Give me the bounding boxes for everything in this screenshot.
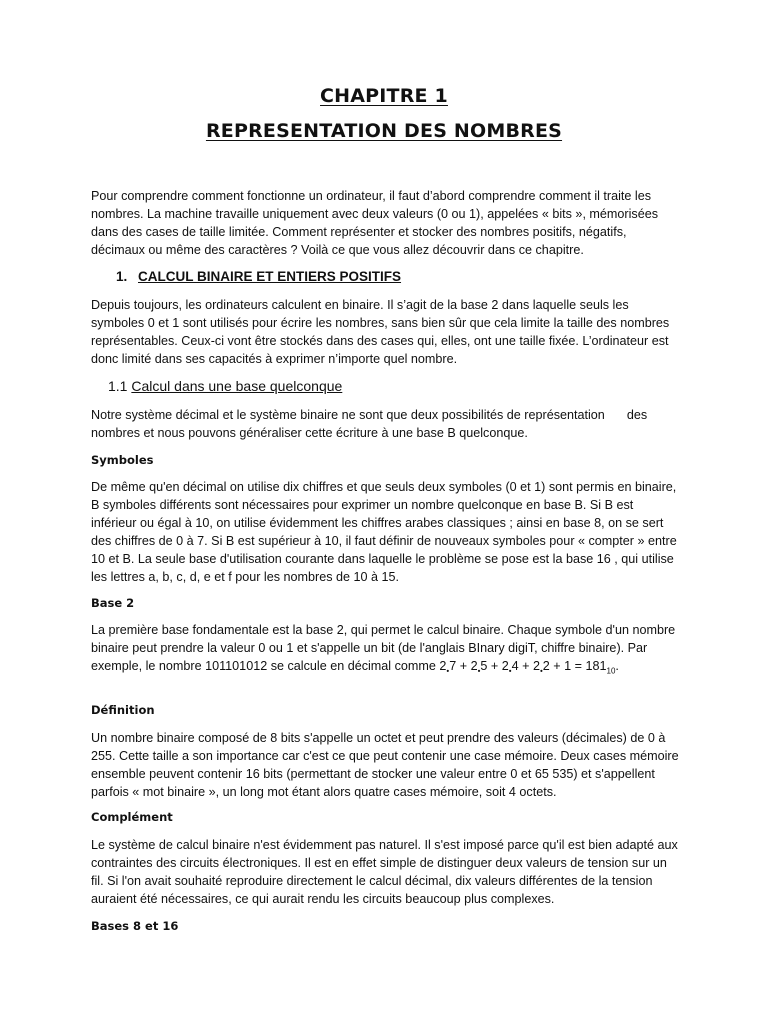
symboles-paragraph: De même qu'en décimal on utilise dix chiffres et que seuls deux symboles (0 et 1) sont permis en binaire, B symboles différents sont nécessaires pour exprimer un nombre quelconque en base B. Si B est inférieur ou égal à 10, on utilise évidemment les chiffres arabes classiques ; ainsi en base 8, on se sert des chiffres de 0 à 7. Si B est supérieur à 10, il faut définir de nouveaux symboles pour « compter » entre 10 et B. La seule base d'utilisation courante dans laquelle le problème se pose est la base 16 , qui utilise les lettres a, b, c, d, e et f pour les nombres de 10 à 15. [91, 480, 677, 584]
chapter-title: CHAPITRE 1 [320, 85, 448, 107]
base2-heading: Base 2 [91, 596, 135, 610]
bases-8-16-heading: Bases 8 et 16 [91, 919, 179, 933]
definition-heading: Définition [91, 703, 155, 717]
section-1-1-text-b: des nombres et nous pouvons généraliser cette écriture à une base B quelconque. [91, 408, 648, 440]
symboles-heading: Symboles [91, 453, 154, 467]
section-1-1-paragraph [91, 406, 679, 442]
section-1-number: 1. [116, 269, 128, 284]
section-1-1-text-a: Notre système décimal et le système binaire ne sont que deux possibilités de représentation [91, 408, 605, 422]
complement-heading: Complément [91, 810, 173, 824]
chapter-subtitle: REPRESENTATION DES NOMBRES [205, 120, 563, 142]
section-1-paragraph: Depuis toujours, les ordinateurs calculent en binaire. Il s’agit de la base 2 dans laquelle seuls les symboles 0 et 1 sont utilisés pour écrire les nombres, sans bien sûr que cela limite la taille des nombres représentables. Ceux-ci vont être stockés dans des cases qui, elles, ont une taille fixée. L’ordinateur est donc limité dans ses capacités à exprimer n’importe quel nombre. [91, 298, 670, 366]
base2-text: La première base fondamentale est la base 2, qui permet le calcul binaire. Chaque symbole d'un nombre binaire peut prendre la valeur 0 ou 1 et s'appelle un bit (de l'anglais BInary digiT, chiffre binaire). Par exemple, le nombre 101101012 se calcule en décimal comme [91, 623, 676, 673]
section-1-1-title: Calcul dans une base quelconque [131, 378, 343, 394]
complement-paragraph: Le système de calcul binaire n'est évidemment pas naturel. Il s'est imposé parce qu'il est bien adapté aux contraintes des circuits électroniques. Il est en effet simple de distinguer deux valeurs de tension sur un fil. Si l'on avait souhaité reproduire directement le calcul décimal, dix valeurs différentes de la tension auraient été nécessaires, ce qui aurait rendu les circuits beaucoup plus complexes. [91, 838, 678, 906]
base2-paragraph [91, 621, 679, 681]
section-1-title: CALCUL BINAIRE ET ENTIERS POSITIFS [138, 269, 402, 284]
base2-formula: $2_•7 + 2_•5 + 2_•4 + 2_•2 + 1 = 181_{10}$. [439, 659, 619, 676]
section-1-1-number: 1.1 [108, 378, 128, 394]
definition-paragraph: Un nombre binaire composé de 8 bits s'appelle un octet et peut prendre des valeurs (décimales) de 0 à 255. Cette taille a son importance car c'est ce que peut contenir une case mémoire. Deux cases mémoire ensemble peuvent contenir 16 bits (permettant de stocker une valeur entre 0 et 65 535) et s'appellent parfois « mot binaire », un long mot étant alors quatre cases mémoire, soit 4 octets. [91, 731, 679, 799]
section-1-heading [116, 268, 401, 286]
section-1-1-heading [108, 377, 342, 395]
intro-paragraph: Pour comprendre comment fonctionne un ordinateur, il faut d’abord comprendre comment il traite les nombres. La machine travaille uniquement avec deux valeurs (0 ou 1), appelées « bits », mémorisées dans des cases de taille limitée. Comment représenter et stocker des nombres positifs, négatifs, décimaux ou même des caractères ? Voilà ce que vous allez découvrir dans ce chapitre. [91, 189, 659, 257]
